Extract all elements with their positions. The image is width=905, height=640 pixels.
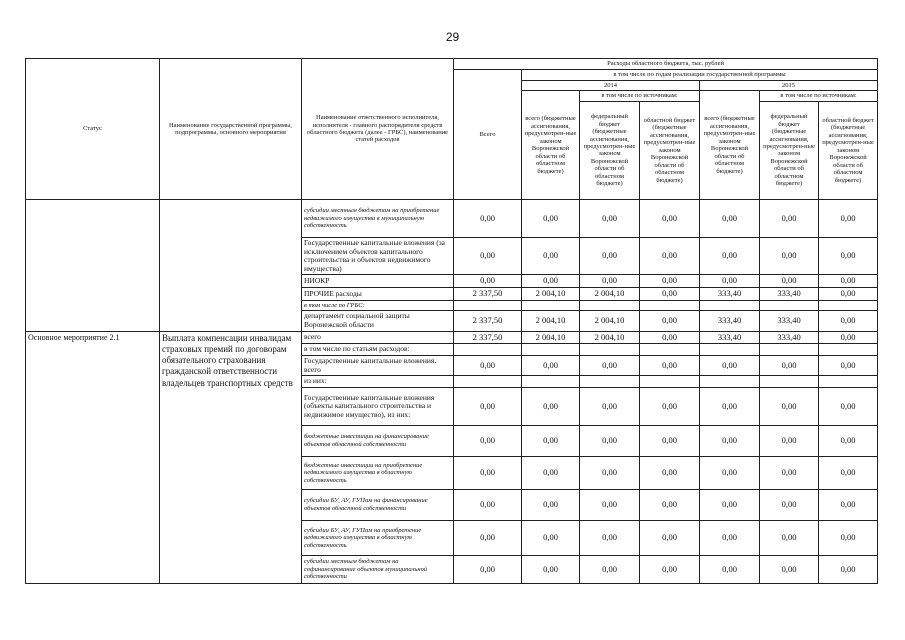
value-cell: 0,00 [700, 237, 760, 275]
value-cell: 0,00 [819, 331, 878, 344]
value-cell [700, 376, 760, 388]
value-cell: 2 337,50 [454, 331, 522, 344]
header-regional-2014: областной бюджет (бюджетные ассигнования, предусмотрен-ные законом Воронежской области об областном бюджете) [640, 101, 700, 199]
value-cell: 0,00 [760, 520, 819, 555]
value-cell: 0,00 [640, 456, 700, 489]
value-cell: 2 004,10 [580, 311, 640, 331]
header-by-years: в том числе по годам реализации государственной программы [522, 70, 878, 81]
value-cell: 0,00 [454, 275, 522, 288]
value-cell: 0,00 [819, 237, 878, 275]
value-cell: 0,00 [700, 199, 760, 237]
header-sources-2015: в том числе по источникам: [760, 91, 878, 101]
value-cell [580, 376, 640, 388]
row-label: субсидии местным бюджетам на приобретение недвижимого имущества в муниципальную собственность [302, 199, 454, 237]
value-cell: 0,00 [454, 456, 522, 489]
header-all-2014: всего (бюджетные ассигнования, предусмотрен-ные законом Воронежской области об областном бюджете) [522, 91, 580, 199]
header-year-2015: 2015 [700, 81, 878, 91]
value-cell: 0,00 [640, 425, 700, 456]
value-cell: 0,00 [700, 456, 760, 489]
row-label: всего [302, 331, 454, 344]
value-cell: 0,00 [819, 199, 878, 237]
value-cell: 0,00 [454, 520, 522, 555]
value-cell: 333,40 [700, 331, 760, 344]
value-cell: 0,00 [454, 199, 522, 237]
value-cell: 333,40 [700, 288, 760, 301]
value-cell: 2 337,50 [454, 311, 522, 331]
value-cell [522, 376, 580, 388]
header-year-2014: 2014 [522, 81, 700, 91]
value-cell: 0,00 [580, 237, 640, 275]
value-cell [580, 344, 640, 356]
header-status: Статус [26, 59, 160, 200]
value-cell: 0,00 [760, 425, 819, 456]
page-number: 29 [445, 30, 460, 44]
value-cell: 0,00 [700, 387, 760, 425]
value-cell: 0,00 [454, 237, 522, 275]
value-cell: 0,00 [640, 387, 700, 425]
value-cell [760, 376, 819, 388]
row-label: Государственные капитальные вложения (объекты капитального строительства и недвижимое имущество), из них: [302, 387, 454, 425]
value-cell: 0,00 [522, 520, 580, 555]
row-label: бюджетные инвестиции на финансирование объектов областной собственности [302, 425, 454, 456]
value-cell [819, 376, 878, 388]
value-cell: 0,00 [640, 199, 700, 237]
value-cell: 0,00 [522, 275, 580, 288]
row-label: департамент социальной защиты Воронежской области [302, 311, 454, 331]
value-cell: 0,00 [819, 456, 878, 489]
value-cell: 0,00 [580, 456, 640, 489]
value-cell: 0,00 [522, 489, 580, 520]
value-cell: 0,00 [580, 555, 640, 583]
value-cell: 0,00 [819, 425, 878, 456]
value-cell: 0,00 [760, 199, 819, 237]
value-cell: 0,00 [819, 275, 878, 288]
value-cell: 0,00 [522, 199, 580, 237]
header-expenses: Расходы областного бюджета, тыс. рублей [454, 59, 878, 70]
value-cell: 0,00 [454, 555, 522, 583]
value-cell: 0,00 [640, 311, 700, 331]
header-regional-2015: областной бюджет (бюджетные ассигнования, предусмотрен-ные законом Воронежской области об областном бюджете) [819, 101, 878, 199]
section-status: Основное мероприятие 2.1 [26, 331, 160, 583]
value-cell: 0,00 [700, 489, 760, 520]
value-cell: 0,00 [700, 425, 760, 456]
value-cell [760, 300, 819, 310]
value-cell: 0,00 [760, 456, 819, 489]
value-cell [640, 300, 700, 310]
program-cell-blank [160, 199, 302, 331]
value-cell: 0,00 [522, 387, 580, 425]
value-cell: 333,40 [760, 331, 819, 344]
value-cell: 0,00 [819, 520, 878, 555]
value-cell: 0,00 [700, 356, 760, 376]
value-cell [640, 344, 700, 356]
value-cell: 0,00 [580, 387, 640, 425]
header-name: Наименование государственной программы, подпрограммы, основного мероприятия [160, 59, 302, 200]
header-sources-2014: в том числе по источникам: [580, 91, 700, 101]
row-label: в том числе по ГРБС: [302, 300, 454, 310]
value-cell: 0,00 [522, 456, 580, 489]
row-label: бюджетные инвестиции на приобретение недвижимого имущества в областную собственность [302, 456, 454, 489]
value-cell [700, 344, 760, 356]
value-cell: 0,00 [522, 425, 580, 456]
row-label: Государственные капитальные вложения (за исключением объектов капитального строительства и объектов недвижимого имущества) [302, 237, 454, 275]
row-label: субсидии БУ, АУ, ГУПам на приобретение недвижимого имущества в областную собственность [302, 520, 454, 555]
value-cell: 0,00 [700, 275, 760, 288]
row-label: в том числе по статьям расходов: [302, 344, 454, 356]
value-cell [580, 300, 640, 310]
value-cell: 0,00 [640, 356, 700, 376]
value-cell: 0,00 [580, 425, 640, 456]
value-cell: 0,00 [580, 356, 640, 376]
value-cell: 0,00 [819, 555, 878, 583]
value-cell: 0,00 [580, 489, 640, 520]
value-cell [760, 344, 819, 356]
value-cell: 0,00 [819, 356, 878, 376]
row-label: субсидии БУ, АУ, ГУПам на финансирование объектов областной собственности [302, 489, 454, 520]
table-row [26, 331, 878, 344]
value-cell: 0,00 [640, 520, 700, 555]
value-cell: 0,00 [819, 311, 878, 331]
value-cell: 333,40 [760, 311, 819, 331]
value-cell: 0,00 [580, 199, 640, 237]
value-cell [819, 344, 878, 356]
value-cell: 0,00 [819, 387, 878, 425]
value-cell: 2 004,10 [580, 288, 640, 301]
value-cell: 0,00 [522, 555, 580, 583]
section-name: Выплата компенсации инвалидам страховых премий по договорам обязательного страхования гражданской ответственности владельцев транспортных средств [160, 331, 302, 583]
row-label: ПРОЧИЕ расходы [302, 288, 454, 301]
value-cell: 0,00 [640, 489, 700, 520]
value-cell: 0,00 [760, 356, 819, 376]
budget-table [25, 58, 878, 584]
header-federal-2014: федеральный бюджет (бюджетные ассигнования, предусмотрен-ные законом Воронежской области об областном бюджете) [580, 101, 640, 199]
header-total: Всего [454, 70, 522, 200]
value-cell [454, 376, 522, 388]
value-cell: 333,40 [760, 288, 819, 301]
value-cell: 2 004,10 [580, 331, 640, 344]
value-cell: 0,00 [640, 237, 700, 275]
header-executor: Наименование ответственного исполнителя, исполнителя - главного распорядителя средств областного бюджета (далее - ГРБС), наименование статей расходов [302, 59, 454, 200]
value-cell: 0,00 [640, 331, 700, 344]
value-cell: 2 004,10 [522, 311, 580, 331]
value-cell: 0,00 [700, 520, 760, 555]
status-cell-blank [26, 199, 160, 331]
value-cell [454, 344, 522, 356]
value-cell: 0,00 [454, 489, 522, 520]
value-cell: 0,00 [580, 275, 640, 288]
value-cell: 0,00 [640, 555, 700, 583]
value-cell: 0,00 [760, 237, 819, 275]
value-cell: 0,00 [760, 489, 819, 520]
row-label: из них: [302, 376, 454, 388]
value-cell: 0,00 [454, 356, 522, 376]
value-cell: 0,00 [760, 555, 819, 583]
value-cell: 2 337,50 [454, 288, 522, 301]
value-cell [522, 344, 580, 356]
value-cell [454, 300, 522, 310]
value-cell: 2 004,10 [522, 331, 580, 344]
row-label: НИОКР [302, 275, 454, 288]
value-cell: 0,00 [760, 275, 819, 288]
header-all-2015: всего (бюджетные ассигнования, предусмотрен-ные законом Воронежской области об областном бюджете) [700, 91, 760, 199]
value-cell: 2 004,10 [522, 288, 580, 301]
value-cell: 0,00 [522, 356, 580, 376]
value-cell: 0,00 [640, 275, 700, 288]
value-cell [522, 300, 580, 310]
value-cell: 333,40 [700, 311, 760, 331]
value-cell: 0,00 [819, 489, 878, 520]
value-cell: 0,00 [700, 555, 760, 583]
table-row [26, 199, 878, 237]
value-cell: 0,00 [760, 387, 819, 425]
value-cell [640, 376, 700, 388]
header-federal-2015: федеральный бюджет (бюджетные ассигнования, предусмотрен-ные законом Воронежской области об областном бюджете) [760, 101, 819, 199]
value-cell [700, 300, 760, 310]
value-cell: 0,00 [454, 387, 522, 425]
row-label: субсидии местным бюджетам на софинансирование объектов муниципальной собственности [302, 555, 454, 583]
value-cell: 0,00 [819, 288, 878, 301]
value-cell [819, 300, 878, 310]
value-cell: 0,00 [522, 237, 580, 275]
value-cell: 0,00 [640, 288, 700, 301]
value-cell: 0,00 [580, 520, 640, 555]
row-label: Государственные капитальные вложения, всего [302, 356, 454, 376]
value-cell: 0,00 [454, 425, 522, 456]
